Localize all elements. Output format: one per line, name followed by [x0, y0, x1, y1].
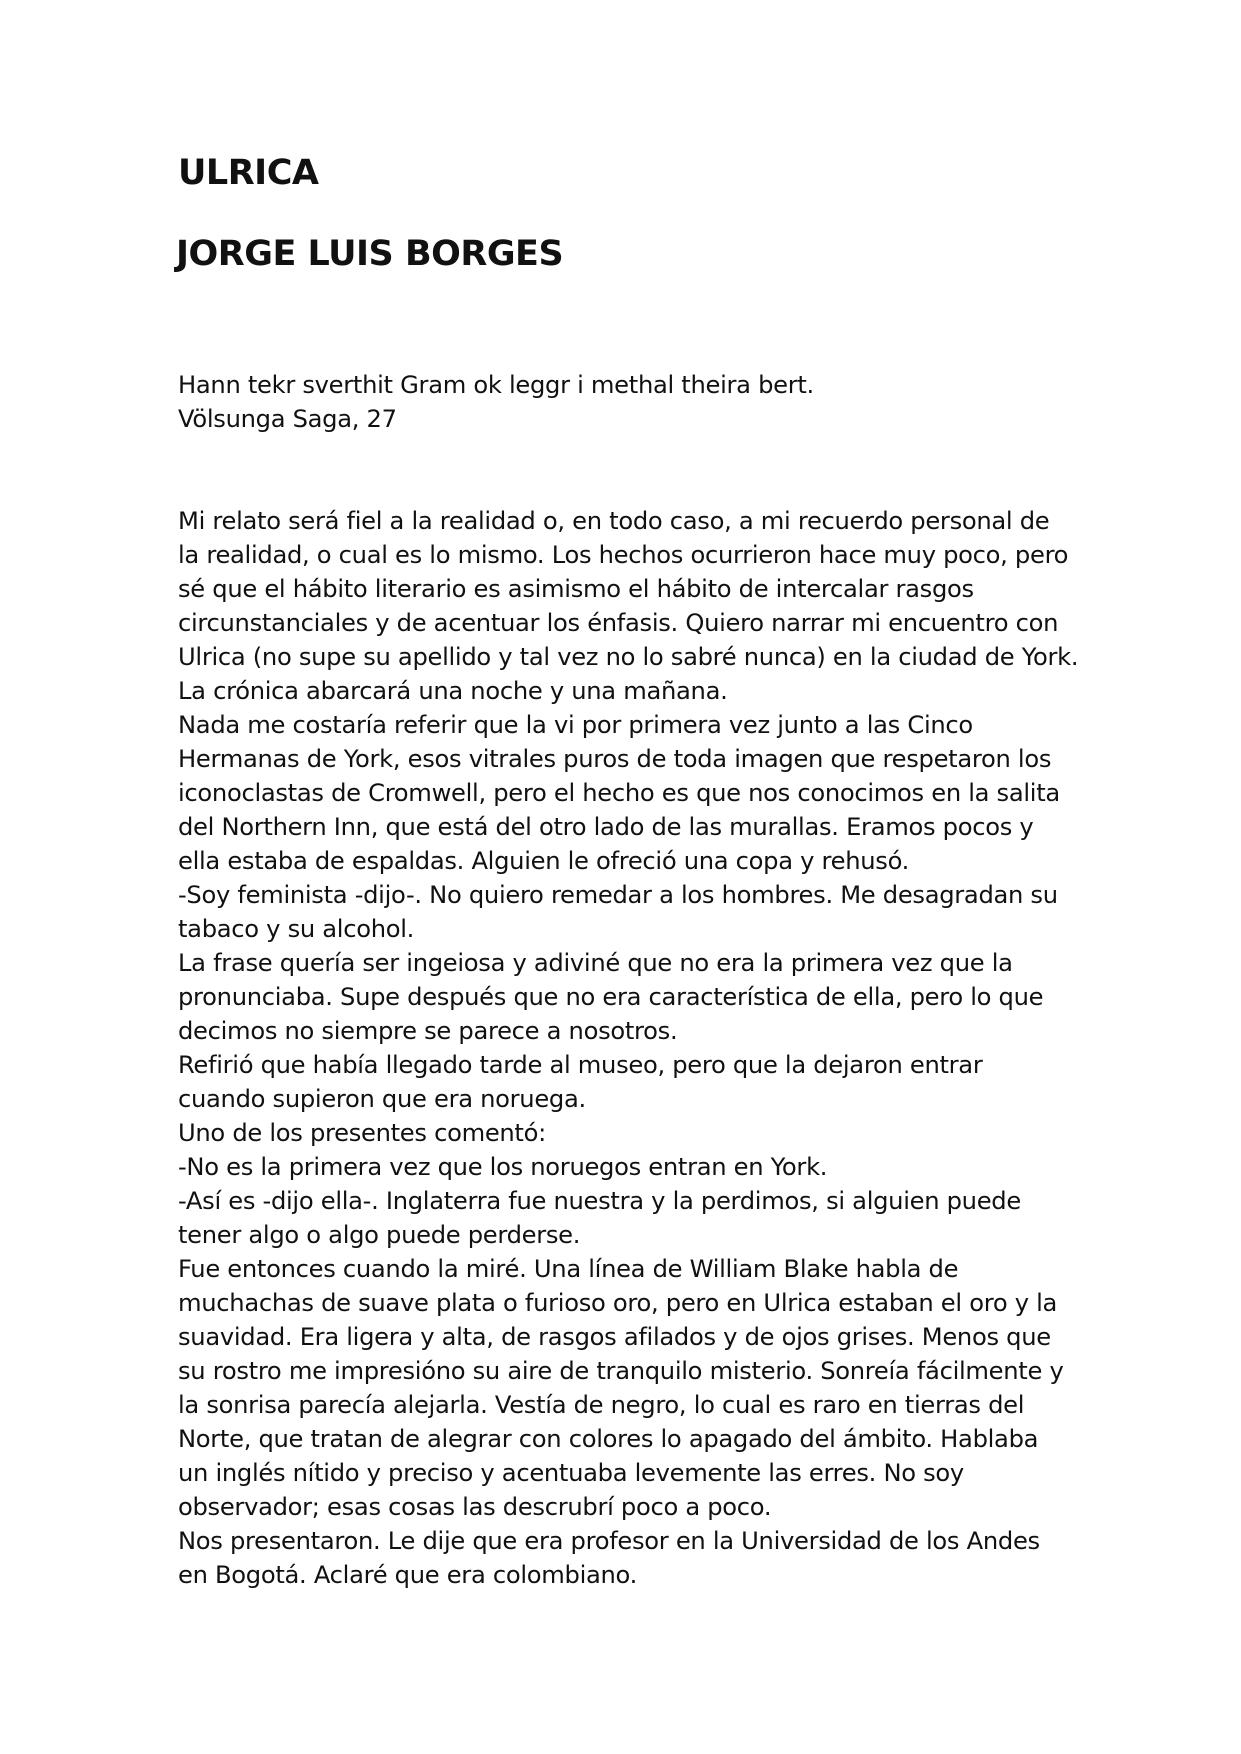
body-line: sé que el hábito literario es asimismo el hábito de intercalar rasgos [178, 575, 974, 603]
epigraph-source: Völsunga Saga, 27 [178, 405, 397, 433]
epigraph [178, 368, 1078, 436]
body-line: la sonrisa parecía alejarla. Vestía de negro, lo cual es raro en tierras del [178, 1391, 1025, 1419]
body-line: Refirió que había llegado tarde al museo, pero que la dejaron entrar [178, 1051, 983, 1079]
body-line: del Northern Inn, que está del otro lado de las murallas. Eramos pocos y [178, 813, 1034, 841]
body-line: cuando supieron que era noruega. [178, 1085, 586, 1113]
body-line: Ulrica (no supe su apellido y tal vez no lo sabré nunca) en la ciudad de York. [178, 643, 1079, 671]
body-line: su rostro me impresióno su aire de tranquilo misterio. Sonreía fácilmente y [178, 1357, 1064, 1385]
body-line: observador; esas cosas las descrubrí poco a poco. [178, 1493, 772, 1521]
body-line: -Así es -dijo ella-. Inglaterra fue nuestra y la perdimos, si alguien puede [178, 1187, 1021, 1215]
body-line: la realidad, o cual es lo mismo. Los hechos ocurrieron hace muy poco, pero [178, 541, 1069, 569]
body-line: Nada me costaría referir que la vi por primera vez junto a las Cinco [178, 711, 973, 739]
body-line: tener algo o algo puede perderse. [178, 1221, 581, 1249]
body-line: suavidad. Era ligera y alta, de rasgos afilados y de ojos grises. Menos que [178, 1323, 1051, 1351]
body-line: -No es la primera vez que los noruegos entran en York. [178, 1153, 828, 1181]
story-title: ULRICA [178, 153, 319, 193]
body-line: iconoclastas de Cromwell, pero el hecho es que nos conocimos en la salita [178, 779, 1060, 807]
body-line: La frase quería ser ingeiosa y adiviné que no era la primera vez que la [178, 949, 1013, 977]
body-line: circunstanciales y de acentuar los énfasis. Quiero narrar mi encuentro con [178, 609, 1059, 637]
body-line: Hermanas de York, esos vitrales puros de toda imagen que respetaron los [178, 745, 1052, 773]
body-line: Nos presentaron. Le dije que era profesor en la Universidad de los Andes [178, 1527, 1040, 1555]
body-line: pronunciaba. Supe después que no era característica de ella, pero lo que [178, 983, 1044, 1011]
body-line: Uno de los presentes comentó: [178, 1119, 546, 1147]
author-name: JORGE LUIS BORGES [176, 234, 564, 274]
body-line: ella estaba de espaldas. Alguien le ofreció una copa y rehusó. [178, 847, 910, 875]
body-line: Norte, que tratan de alegrar con colores lo apagado del ámbito. Hablaba [178, 1425, 1039, 1453]
body-line: muchachas de suave plata o furioso oro, pero en Ulrica estaban el oro y la [178, 1289, 1058, 1317]
body-line: -Soy feminista -dijo-. No quiero remedar a los hombres. Me desagradan su [178, 881, 1058, 909]
body-line: Mi relato será fiel a la realidad o, en todo caso, a mi recuerdo personal de [178, 507, 1050, 535]
body-line: La crónica abarcará una noche y una mañana. [178, 677, 728, 705]
body-line: tabaco y su alcohol. [178, 915, 415, 943]
epigraph-quote: Hann tekr sverthit Gram ok leggr i methal theira bert. [178, 371, 814, 399]
body-line: un inglés nítido y preciso y acentuaba levemente las erres. No soy [178, 1459, 964, 1487]
body-line: Fue entonces cuando la miré. Una línea de William Blake habla de [178, 1255, 959, 1283]
story-body [178, 504, 1078, 1592]
body-line: en Bogotá. Aclaré que era colombiano. [178, 1561, 638, 1589]
body-line: decimos no siempre se parece a nosotros. [178, 1017, 678, 1045]
